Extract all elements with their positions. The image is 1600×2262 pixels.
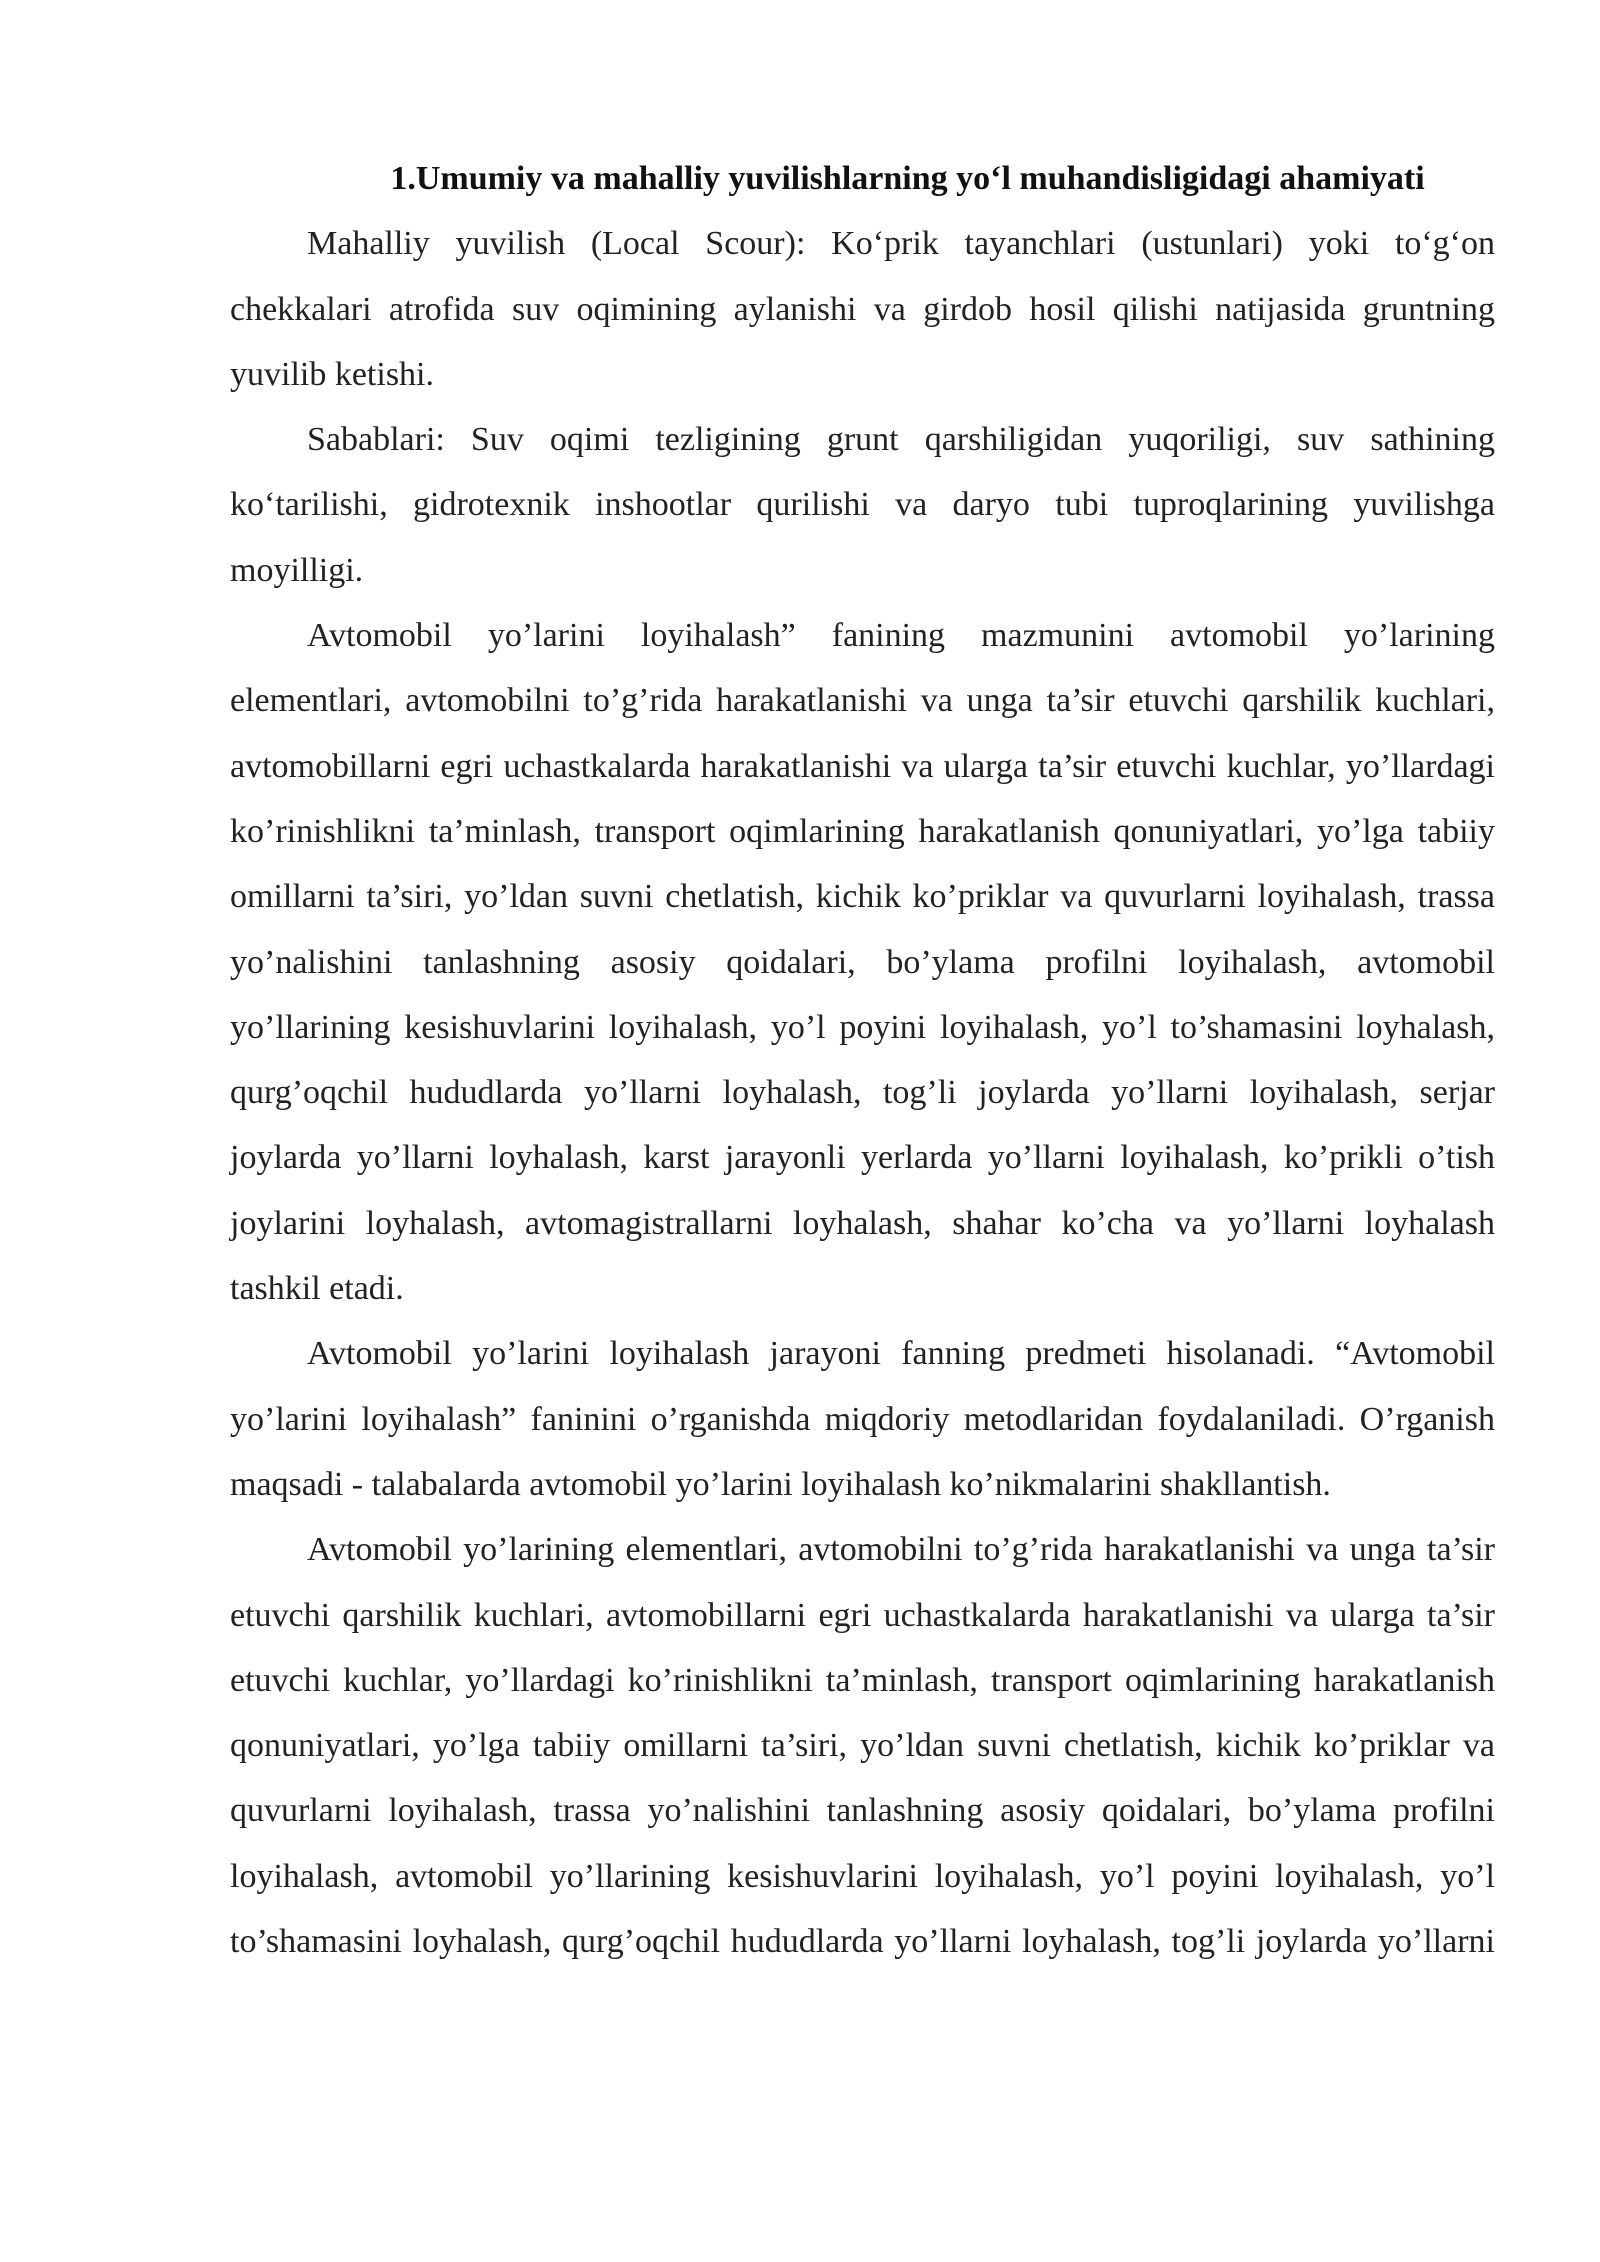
paragraph-causes: Sabablari: Suv oqimi tezligining grunt qarshiligidan yuqoriligi, suv sathining ko‘tarilishi, gidrotexnik inshootlar qurilishi va daryo tubi tuproqlarining yuvilishga moyilligi. [230,421,1495,589]
section-heading: 1.Umumiy va mahalliy yuvilishlarning yo‘l muhandisligidagi ahamiyati [390,160,1425,197]
paragraph-local-scour: Mahalliy yuvilish (Local Scour): Ko‘prik tayanchlari (ustunlari) yoki to‘g‘on chekkalari atrofida suv oqimining aylanishi va girdob hosil qilishi natijasida gruntning yuvilib ketishi. [230,225,1495,393]
paragraph-course-subject: Avtomobil yo’larini loyihalash jarayoni fanning predmeti hisolanadi. “Avtomobil yo’larini loyihalash” faninini o’rganishda miqdoriy metodlaridan foydalaniladi. O’rganish maqsadi - talabalarda avtomobil yo’larini loyihalash ko’nikmalarini shakllantish. [230,1335,1495,1503]
document-body [230,146,1495,1974]
paragraph-road-elements: Avtomobil yo’larining elementlari, avtomobilni to’g’rida harakatlanishi va unga ta’sir etuvchi qarshilik kuchlari, avtomobillarni egri uchastkalarda harakatlanishi va ularga ta’sir etuvchi kuchlar, yo’llardagi ko’rinishlikni ta’minlash, transport oqimlarining harakatlanish qonuniyatlari, yo’lga tabiiy omillarni ta’siri, yo’ldan suvni chetlatish, kichik ko’priklar va quvurlarni loyihalash, trassa yo’nalishini tanlashning asosiy qoidalari, bo’ylama profilni loyihalash, avtomobil yo’llarining kesishuvlarini loyihalash, yo’l poyini loyihalash, yo’l to’shamasini loyhalash, qurg’oqchil hududlarda yo’llarni loyhalash, tog’li joylarda yo’llarni [230,1531,1495,1961]
paragraph-course-content: Avtomobil yo’larini loyihalash” fanining mazmunini avtomobil yo’larining elementlari, avtomobilni to’g’rida harakatlanishi va unga ta’sir etuvchi qarshilik kuchlari, avtomobillarni egri uchastkalarda harakatlanishi va ularga ta’sir etuvchi kuchlar, yo’llardagi ko’rinishlikni ta’minlash, transport oqimlarining harakatlanish qonuniyatlari, yo’lga tabiiy omillarni ta’siri, yo’ldan suvni chetlatish, kichik ko’priklar va quvurlarni loyihalash, trassa yo’nalishini tanlashning asosiy qoidalari, bo’ylama profilni loyihalash, avtomobil yo’llarining kesishuvlarini loyihalash, yo’l poyini loyihalash, yo’l to’shamasini loyhalash, qurg’oqchil hududlarda yo’llarni loyhalash, tog’li joylarda yo’llarni loyihalash, serjar joylarda yo’llarni loyhalash, karst jarayonli yerlarda yo’llarni loyihalash, ko’prikli o’tish joylarini loyhalash, avtomagistrallarni loyhalash, shahar ko’cha va yo’llarni loyhalash tashkil etadi. [230,617,1495,1308]
